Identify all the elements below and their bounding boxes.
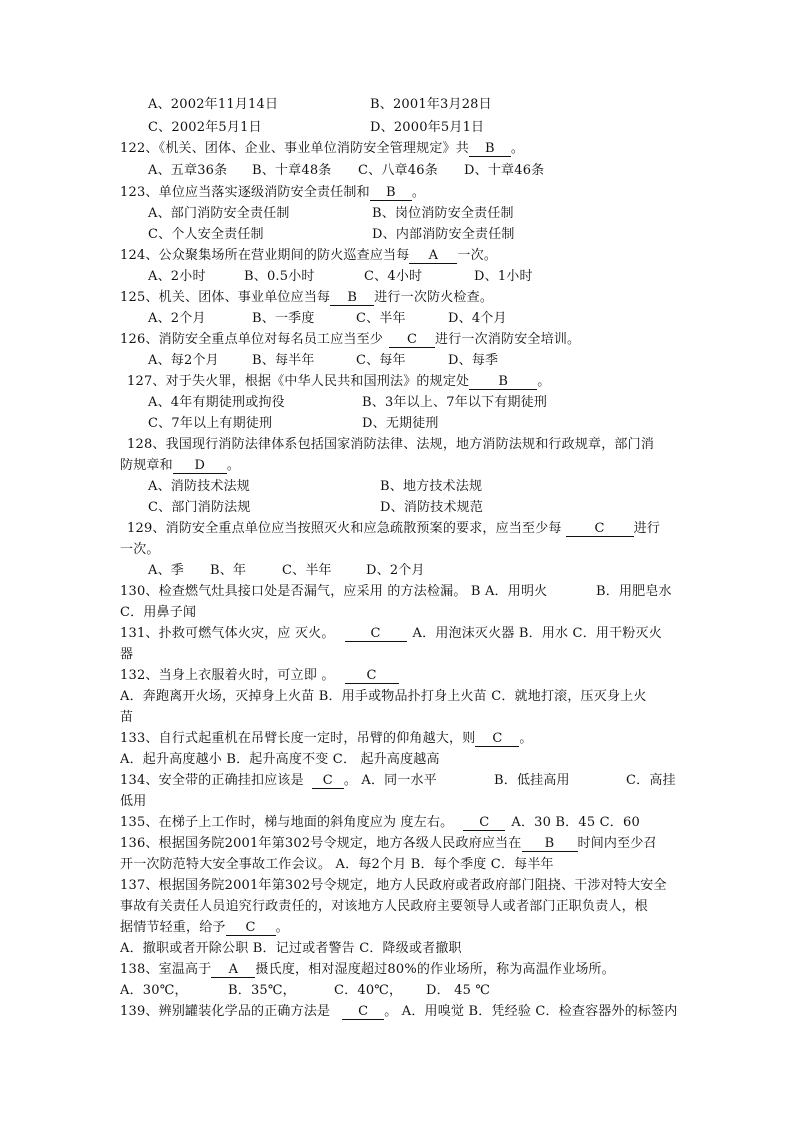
- option-a-122: A、五章36条: [148, 163, 228, 178]
- option-b-138: B．35℃，: [228, 983, 296, 998]
- question-text: 防规章和: [120, 458, 173, 473]
- answer-blank: B: [330, 290, 374, 306]
- question-126: [120, 331, 580, 349]
- options-132: A．奔跑离开火场，灭掉身上火苗 B．用手或物品扑打身上火苗 C．就地打滚，压灭身上火: [120, 689, 647, 704]
- option-b-126: B、每半年: [252, 353, 315, 368]
- question-136-cont: 开一次防范特大安全事故工作会议。 A．每2个月 B．每个季度 C．每半年: [120, 857, 554, 872]
- question-127: [127, 373, 550, 391]
- option-d-128: D、消防技术规范: [380, 500, 484, 515]
- question-tail: 。: [537, 374, 551, 389]
- question-132: [120, 667, 399, 685]
- question-options: A．30 B．45 C．60: [511, 815, 640, 830]
- answer-blank: C: [342, 1004, 384, 1020]
- question-tail: 一次。: [457, 248, 498, 263]
- question-text: 134、安全带的正确挂扣应该是: [120, 773, 304, 788]
- option-c-127: C、7年以上有期徒刑: [148, 416, 273, 431]
- question-133: [120, 730, 533, 748]
- option-a-127: A、4年有期徒刑或拘役: [148, 395, 285, 410]
- question-123: [120, 184, 425, 202]
- option-d-124: D、1小时: [474, 269, 533, 284]
- question-text: 据情节轻重，给予: [120, 920, 226, 935]
- answer-blank: C: [312, 773, 344, 789]
- option-c-134-cont: 低用: [120, 794, 147, 809]
- option-a-123: A、部门消防安全责任制: [148, 206, 290, 221]
- option-d-121: D、2000年5月1日: [370, 120, 485, 135]
- question-text: 131、扑救可燃气体火灾，应 灭火。: [120, 626, 335, 641]
- option-a-124: A、2小时: [148, 269, 206, 284]
- answer-blank: C: [345, 626, 407, 642]
- question-128-cont: [120, 457, 240, 475]
- option-a-126: A、每2个月: [148, 353, 219, 368]
- question-135: [120, 814, 640, 832]
- question-text: 127、对于失火罪，根据《中华人民共和国刑法》的规定处: [127, 374, 470, 389]
- option-c-134: C．高挂: [626, 773, 676, 788]
- answer-blank: B: [522, 836, 578, 852]
- answer-blank: B: [469, 141, 511, 157]
- options-133: A．起升高度越小 B．起升高度不变 C． 起升高度越高: [120, 752, 440, 767]
- question-137-cont-2: [120, 919, 289, 937]
- option-c-129: C、半年: [282, 563, 332, 578]
- option-a-138: A．30℃，: [120, 983, 188, 998]
- option-c-138: C．40℃，: [334, 983, 403, 998]
- option-d-129: D、2个月: [366, 563, 425, 578]
- question-138: [120, 961, 615, 979]
- option-c-130: C．用鼻子闻: [120, 605, 197, 620]
- question-text: 138、室温高于: [120, 962, 212, 977]
- option-d-123: D、内部消防安全责任制: [372, 227, 515, 242]
- question-tail: 摄氏度，相对湿度超过80%的作业场所，称为高温作业场所。: [255, 962, 615, 977]
- answer-blank: A: [409, 248, 457, 264]
- option-b-129: B、年: [210, 563, 247, 578]
- question-text: 125、机关、团体、事业单位应当每: [120, 290, 331, 305]
- question-131: [120, 625, 662, 643]
- question-text: 139、辨别罐装化学品的正确方法是: [120, 1004, 331, 1019]
- question-tail: 。: [411, 185, 426, 200]
- question-text: 123、单位应当落实逐级消防安全责任制和: [120, 185, 370, 200]
- answer-blank: C: [389, 332, 435, 348]
- question-tail: 。: [226, 458, 241, 473]
- option-b-127: B、3年以上、7年以下有期徒刑: [362, 395, 548, 410]
- option-a-125: A、2个月: [148, 311, 206, 326]
- question-tail: 。: [275, 920, 289, 935]
- options-132-cont: 苗: [120, 710, 134, 725]
- question-text: 129、消防安全重点单位应当按照灭火和应急疏散预案的要求，应当至少每: [127, 521, 562, 536]
- question-tail: 时间内至少召: [577, 836, 657, 851]
- option-d-127: D、无期徒刑: [362, 416, 439, 431]
- question-options: 。 A．同一水平: [343, 773, 437, 788]
- answer-blank: B: [370, 185, 412, 201]
- question-139: [120, 1003, 678, 1021]
- option-b-125: B、一季度: [252, 311, 315, 326]
- option-b-123: B、岗位消防安全责任制: [372, 206, 514, 221]
- answer-blank: B: [469, 374, 537, 390]
- answer-blank: D: [173, 458, 227, 474]
- option-b-134: B．低挂高用: [494, 773, 570, 788]
- question-options: 。 A．用嗅觉 B．凭经验 C．检查容器外的标签内: [384, 1004, 678, 1019]
- option-d-122: D、十章46条: [464, 163, 545, 178]
- question-options: A．用泡沫灭火器 B．用水 C．用干粉灭火: [412, 626, 662, 641]
- option-b-124: B、0.5小时: [244, 269, 315, 284]
- option-d-126: D、每季: [448, 353, 499, 368]
- question-128: 128、我国现行消防法律体系包括国家消防法律、法规，地方消防法规和行政规章，部门消: [127, 437, 655, 452]
- question-131-cont: 器: [120, 647, 134, 662]
- answer-blank: C: [226, 920, 276, 936]
- option-a-128: A、消防技术法规: [148, 479, 250, 494]
- option-b-128: B、地方技术法规: [380, 479, 483, 494]
- option-d-125: D、4个月: [448, 311, 507, 326]
- option-c-123: C、个人安全责任制: [148, 227, 264, 242]
- answer-blank: C: [566, 521, 634, 537]
- question-129: [127, 520, 660, 538]
- option-b-122: B、十章48条: [252, 163, 332, 178]
- question-125: [120, 289, 493, 307]
- question-134: [120, 772, 437, 790]
- question-137: 137、根据国务院2001年第302号令规定，地方人民政府或者政府部门阻挠、干涉对特大安全: [120, 878, 667, 893]
- answer-blank: A: [211, 962, 255, 978]
- question-tail: 进行一次消防安全培训。: [435, 332, 581, 347]
- option-a-121: A、2002年11月14日: [148, 97, 279, 112]
- question-129-cont: 一次。: [120, 542, 160, 557]
- question-text: 124、公众聚集场所在营业期间的防火巡查应当每: [120, 248, 410, 263]
- option-c-126: C、每年: [356, 353, 406, 368]
- question-tail: 进行: [633, 521, 661, 536]
- question-122: [120, 140, 524, 158]
- option-b-130: B．用肥皂水: [596, 584, 672, 599]
- option-c-125: C、半年: [356, 311, 406, 326]
- question-tail: 。: [519, 731, 533, 746]
- options-137: A．撤职或者开除公职 B．记过或者警告 C．降级或者撤职: [120, 941, 462, 956]
- option-d-138: D． 45 ℃: [426, 983, 491, 998]
- option-a-129: A、季: [148, 563, 184, 578]
- option-b-121: B、2001年3月28日: [370, 97, 492, 112]
- question-text: 122、《机关、团体、企业、事业单位消防安全管理规定》共: [120, 141, 469, 156]
- question-text: 132、当身上衣服着火时，可立即 。: [120, 668, 335, 683]
- question-text: 126、消防安全重点单位对每名员工应当至少: [120, 332, 384, 347]
- question-137-cont: 事故有关责任人员追究行政责任的，对该地方人民政府主要领导人或者部门正职负责人，根: [120, 899, 649, 914]
- question-text: 133、自行式起重机在吊臂长度一定时，吊臂的仰角越大，则: [120, 731, 476, 746]
- question-130: 130、检查燃气灶具接口处是否漏气，应采用 的方法检漏。 B A．用明火: [120, 584, 548, 599]
- option-c-122: C、八章46条: [358, 163, 438, 178]
- answer-blank: C: [345, 668, 399, 684]
- question-124: [120, 247, 497, 265]
- option-c-124: C、4小时: [364, 269, 423, 284]
- question-text: 135、在梯子上工作时，梯与地面的斜角度应为 度左右。: [120, 815, 454, 830]
- answer-blank: C: [475, 731, 519, 747]
- option-c-121: C、2002年5月1日: [148, 120, 262, 135]
- option-c-128: C、部门消防法规: [148, 500, 251, 515]
- answer-blank: C: [463, 815, 505, 831]
- question-tail: 进行一次防火检查。: [374, 290, 494, 305]
- question-136: [120, 835, 657, 853]
- question-text: 136、根据国务院2001年第302号令规定，地方各级人民政府应当在: [120, 836, 522, 851]
- question-tail: 。: [510, 141, 525, 156]
